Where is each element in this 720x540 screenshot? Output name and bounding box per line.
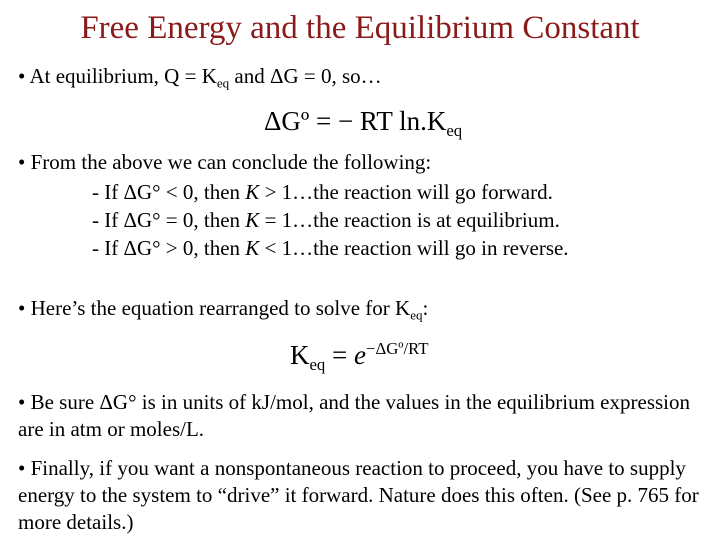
- bullet-conclusion: • From the above we can conclude the following:: [18, 150, 432, 174]
- equation-keq-equals: =: [325, 340, 355, 370]
- bullet-equilibrium: [18, 64, 382, 89]
- equation-delta-g-subscript: eq: [446, 120, 463, 140]
- condition-forward-post: > 1…the reaction will go forward.: [259, 180, 553, 204]
- condition-forward: [92, 180, 553, 205]
- condition-equilibrium-post: = 1…the reaction is at equilibrium.: [259, 208, 560, 232]
- condition-forward-var: K: [245, 180, 260, 204]
- bullet-units: • Be sure ΔG° is in units of kJ/mol, and the values in the equilibrium expression are in atm or moles/L.: [18, 390, 690, 441]
- equation-delta-g: [264, 106, 463, 140]
- condition-reverse: [92, 236, 569, 261]
- slide-title: Free Energy and the Equilibrium Constant: [80, 10, 640, 46]
- equation-keq: [290, 338, 429, 374]
- condition-equilibrium: [92, 208, 560, 233]
- equation-keq-lhs: K: [290, 340, 310, 370]
- condition-equilibrium-pre: - If ΔG° = 0, then: [92, 208, 246, 232]
- condition-reverse-var: K: [245, 236, 260, 260]
- bullet-equilibrium-subscript: eq: [216, 75, 230, 91]
- condition-reverse-post: < 1…the reaction will go in reverse.: [259, 236, 569, 260]
- bullet-rearranged-subscript: eq: [410, 307, 423, 323]
- condition-reverse-pre: - If ΔG° > 0, then: [92, 236, 246, 260]
- condition-forward-pre: - If ΔG° < 0, then: [92, 180, 246, 204]
- bullet-nonspontaneous: • Finally, if you want a nonspontaneous reaction to proceed, you have to supply energy to the system to “drive” it forward. Nature does this often. (See p. 765 for more details.): [18, 456, 699, 534]
- equation-delta-g-main: ΔGº = − RT ln.K: [264, 106, 447, 136]
- bullet-rearranged: [18, 296, 428, 321]
- equation-keq-lhs-subscript: eq: [309, 354, 326, 374]
- equation-keq-exponent: −ΔGº/RT: [366, 338, 429, 358]
- bullet-equilibrium-suffix: and ΔG = 0, so…: [229, 64, 382, 88]
- bullet-equilibrium-prefix: • At equilibrium, Q = K: [18, 64, 217, 88]
- bullet-rearranged-prefix: • Here’s the equation rearranged to solve for K: [18, 296, 411, 320]
- equation-keq-base: e: [354, 340, 367, 370]
- condition-equilibrium-var: K: [245, 208, 260, 232]
- bullet-rearranged-suffix: :: [422, 296, 429, 320]
